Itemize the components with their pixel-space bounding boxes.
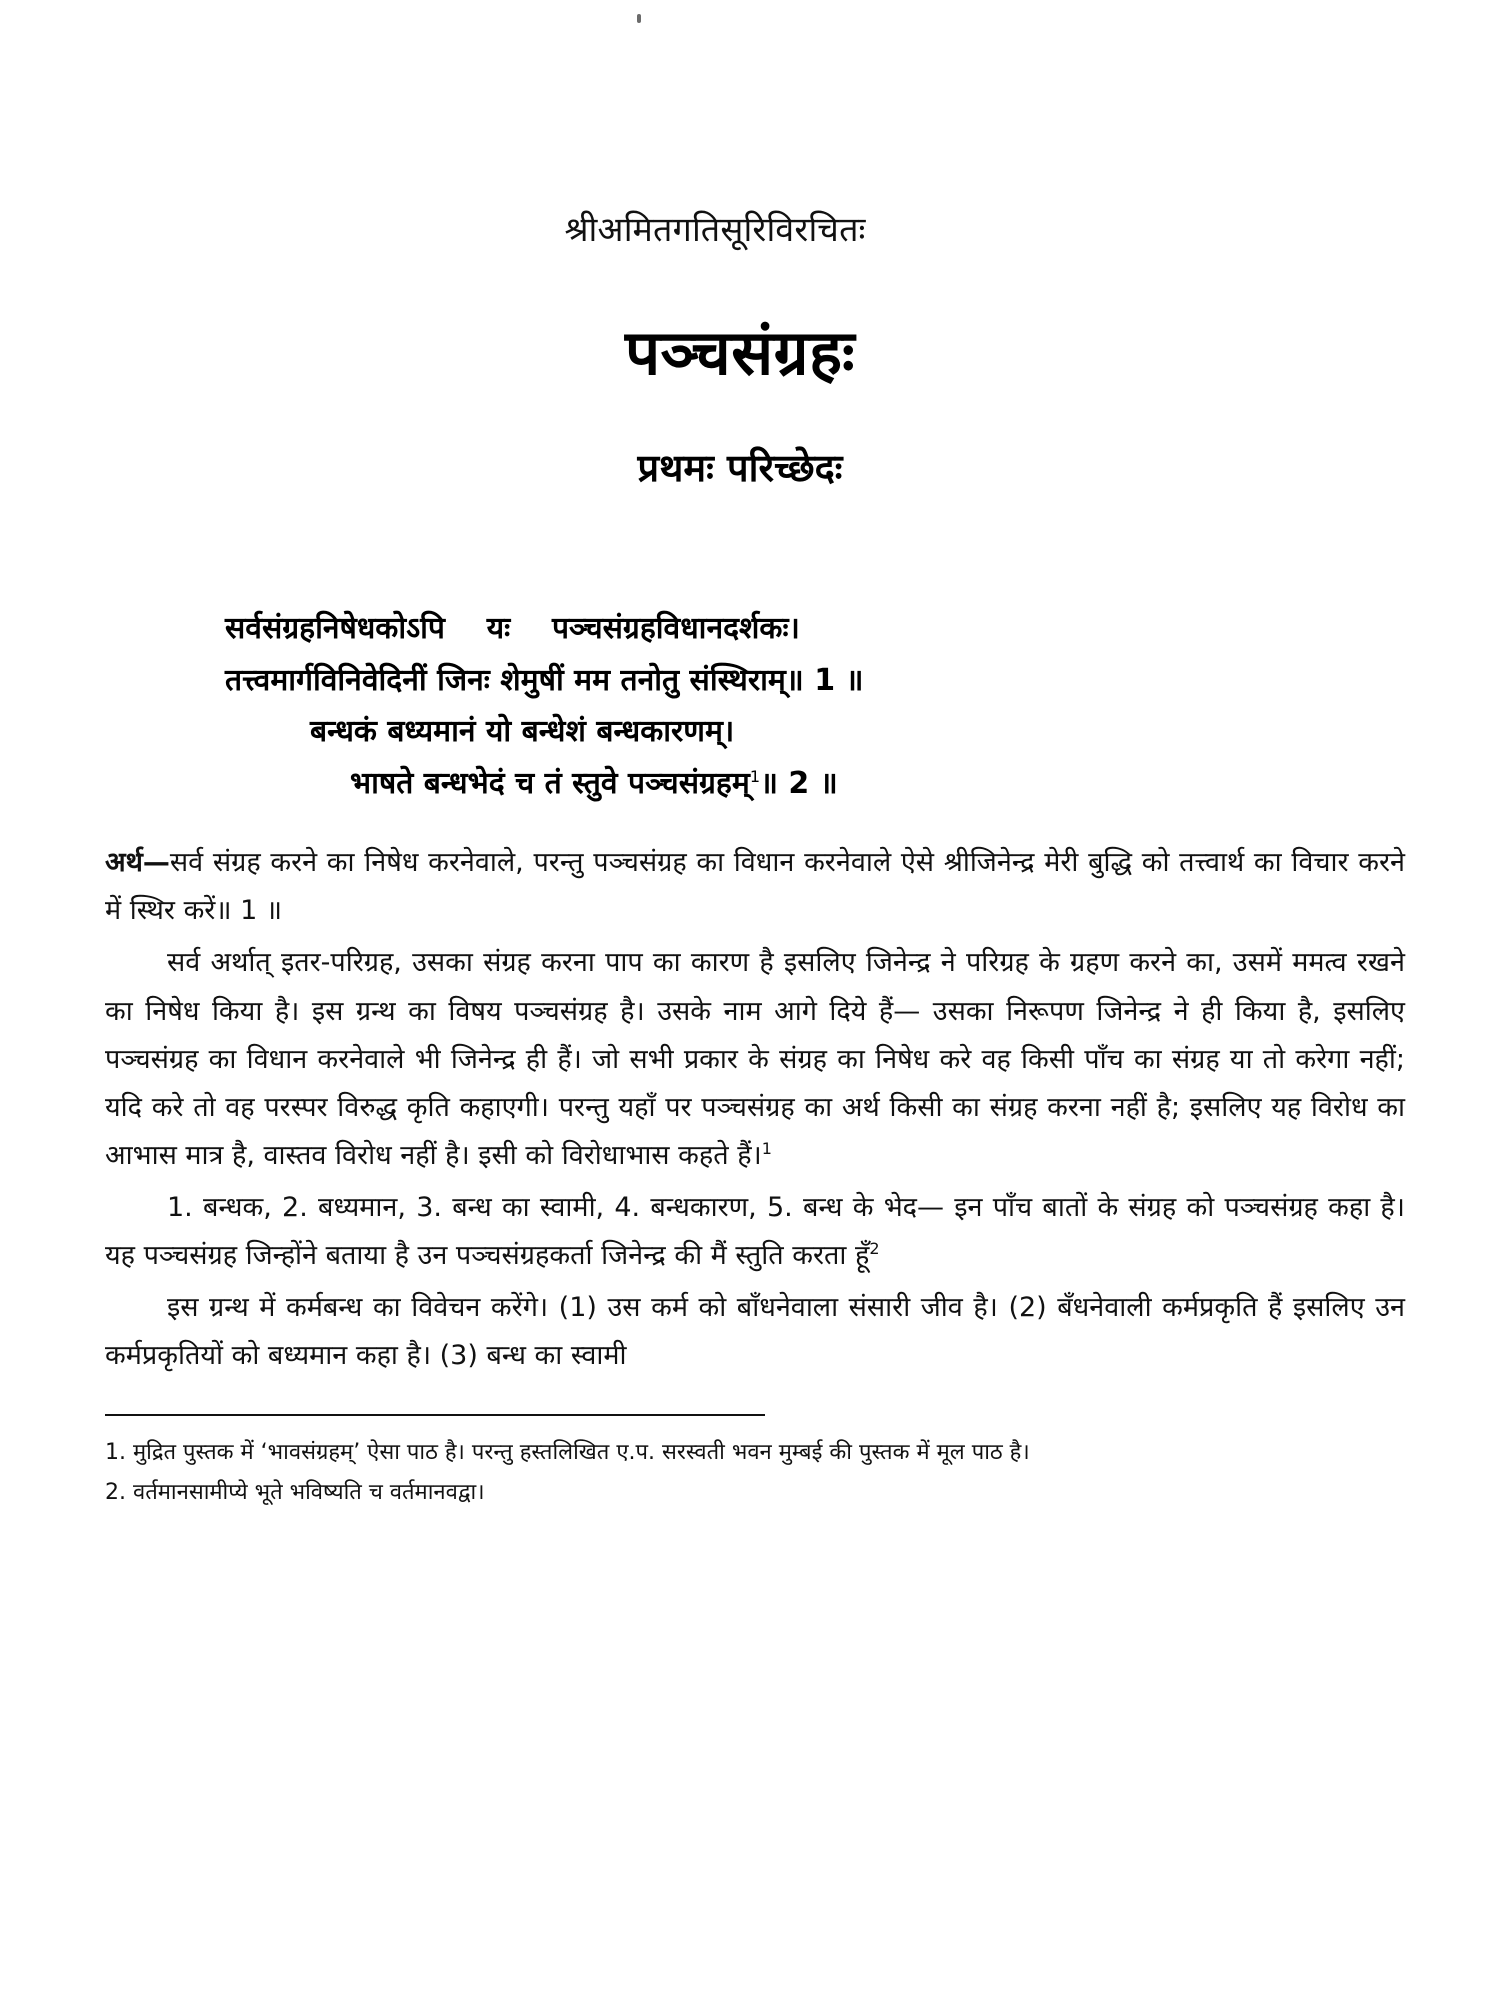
paragraph-commentary-3 xyxy=(105,1284,1405,1380)
footnote-divider xyxy=(105,1414,765,1416)
paragraph-commentary-2 xyxy=(105,1184,1405,1280)
footnote-1: 1. मुद्रित पुस्तक में ‘भावसंग्रहम्’ ऐसा पाठ है। परन्तु हस्तलिखित ए.प. सरस्वती भवन मुम्बई की पुस्तक में मूल पाठ है। xyxy=(105,1439,1030,1465)
paragraph-meaning xyxy=(105,839,1405,935)
paragraph-commentary-2-text: 1. बन्धक, 2. बध्यमान, 3. बन्ध का स्वामी, 4. बन्धकारण, 5. बन्ध के भेद— इन पाँच बातों के संग्रह को पञ्चसंग्रह कहा है। यह पञ्चसंग्रह जिन्होंने बताया है उन पञ्चसंग्रहकर्ता जिनेन्द्र की मैं स्तुति करता हूँ xyxy=(105,1191,1405,1271)
verse-line-4 xyxy=(105,758,1405,810)
page-content xyxy=(105,0,1405,1515)
verse-line-4-text: भाषते बन्धभेदं च तं स्तुवे पञ्चसंग्रहम् xyxy=(350,765,750,801)
footnote-2: 2. वर्तमानसामीप्ये भूते भविष्यति च वर्तमानवद्वा। xyxy=(105,1480,485,1506)
verse-line-1: सर्वसंग्रहनिषेधकोऽपि यः पञ्चसंग्रहविधानदर्शकः। xyxy=(225,611,800,646)
verse-line-3: बन्धकं बध्यमानं यो बन्धेशं बन्धकारणम्। xyxy=(310,714,735,750)
footnote-marker-1: 1 xyxy=(749,766,760,786)
body-text xyxy=(105,839,1405,1380)
paragraph-meaning-text: सर्व संग्रह करने का निषेध करनेवाले, परन्तु पञ्चसंग्रह का विधान करनेवाले ऐसे श्रीजिनेन्द्र मेरी बुद्धि को तत्त्वार्थ का विचार करने में स्थिर करें॥ 1 ॥ xyxy=(105,847,1405,927)
verse-block xyxy=(105,603,1405,809)
verse-line-2: तत्त्वमार्गविनिवेदिनीं जिनः शेमुषीं मम तनोतु संस्थिराम्॥ 1 ॥ xyxy=(225,662,864,698)
verse-line-4-tail: ॥ 2 ॥ xyxy=(760,765,838,801)
meaning-label: अर्थ— xyxy=(105,847,170,879)
page-title: पञ्चसंग्रहः xyxy=(624,316,856,389)
footnote-marker-1-ref: 1 xyxy=(761,1138,772,1158)
paragraph-commentary-1 xyxy=(105,939,1405,1179)
footnote-block xyxy=(105,1434,1405,1513)
paragraph-commentary-3-text: इस ग्रन्थ में कर्मबन्ध का विवेचन करेंगे। (1) उस कर्म को बाँधनेवाला संसारी जीव है। (2) बँधनेवाली कर्मप्रकृति हैं इसलिए उन कर्मप्रकृतियों को बध्यमान कहा है। (3) बन्ध का स्वामी xyxy=(105,1291,1406,1371)
author-line: श्रीअमितगतिसूरिविरचितः xyxy=(564,210,866,250)
footnote-marker-2-ref: 2 xyxy=(869,1238,880,1258)
chapter-subtitle: प्रथमः परिच्छेदः xyxy=(637,446,843,490)
paragraph-commentary-1-text: सर्व अर्थात् इतर-परिग्रह, उसका संग्रह करना पाप का कारण है इसलिए जिनेन्द्र ने परिग्रह के ग्रहण करने का, उसमें ममत्व रखने का निषेध किया है। इस ग्रन्थ का विषय पञ्चसंग्रह है। उसके नाम आगे दिये हैं— उसका निरूपण जिनेन्द्र ने ही किया है, इसलिए पञ्चसंग्रह का विधान करनेवाले भी जिनेन्द्र ही हैं। जो सभी प्रकार के संग्रह का निषेध करे वह किसी पाँच का संग्रह या तो करेगा नहीं; यदि करे तो वह परस्पर विरुद्ध कृति कहाएगी। परन्तु यहाँ पर पञ्चसंग्रह का अर्थ किसी का संग्रह करना नहीं है; इसलिए यह विरोध का आभास मात्र है, वास्तव विरोध नहीं है। इसी को विरोधाभास कहते हैं। xyxy=(105,947,1405,1171)
